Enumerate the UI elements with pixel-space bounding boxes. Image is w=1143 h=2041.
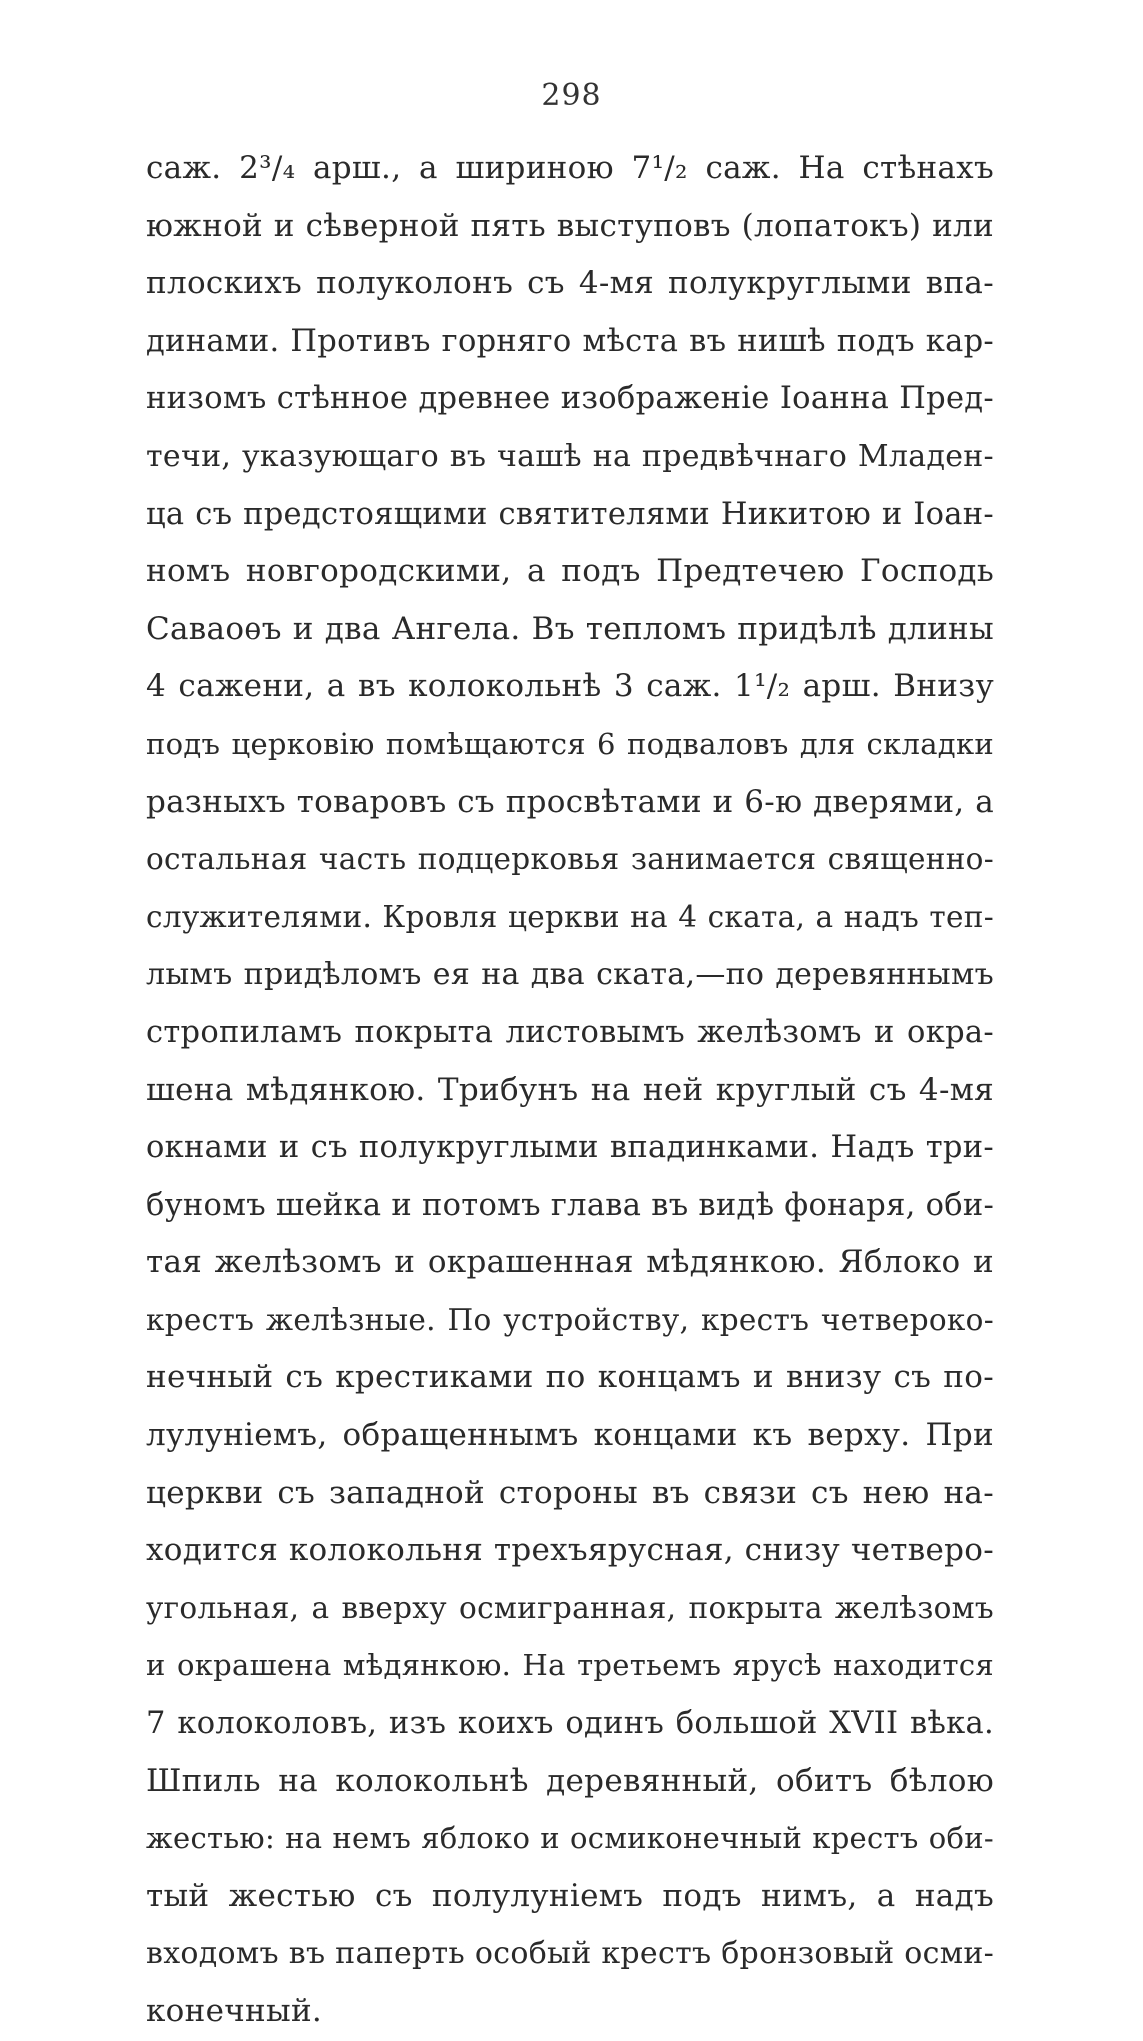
text-line: и окрашена мѣдянкою. На третьемъ ярусѣ находится	[146, 1648, 994, 1683]
text-line: конечный.	[146, 1993, 323, 2029]
text-line: ца съ предстоящими святителями Никитою и Іоан-	[146, 496, 994, 532]
text-line: 4 сажени, а въ колокольнѣ 3 саж. 1¹/₂ арш. Внизу	[146, 668, 994, 705]
text-line: низомъ стѣнное древнее изображеніе Іоанна Пред-	[146, 381, 994, 417]
text-line: церкви съ западной стороны въ связи съ нею на-	[146, 1474, 994, 1511]
text-line: буномъ шейка и потомъ глава въ видѣ фонаря, оби-	[146, 1187, 995, 1223]
text-line: нечный съ крестиками по концамъ и внизу съ по-	[146, 1359, 994, 1396]
text-line: тый жестью съ полулуніемъ подъ нимъ, а надъ	[146, 1877, 994, 1914]
text-line: саж. 2³/₄ арш., а шириною 7¹/₂ саж. На стѣнахъ	[146, 150, 994, 186]
text-line: Шпиль на колокольнѣ деревянный, обитъ бѣлою	[146, 1762, 994, 1799]
text-line: ходится колокольня трехъярусная, снизу четверо-	[146, 1532, 994, 1569]
text-line: течи, указующаго въ чашѣ на предвѣчнаго Младен-	[146, 438, 994, 474]
text-line: 7 колоколовъ, изъ коихъ одинъ большой XVII вѣка.	[146, 1706, 994, 1742]
text-line: лымъ придѣломъ ея на два ската,—по деревяннымъ	[146, 957, 994, 993]
text-line: Саваоѳъ и два Ангела. Въ тепломъ придѣлѣ длины	[146, 610, 994, 647]
text-line: плоскихъ полуколонъ съ 4-мя полукруглыми впа-	[146, 265, 994, 302]
text-line: стропиламъ покрыта листовымъ желѣзомъ и окра-	[146, 1014, 994, 1050]
text-line: остальная часть подцерковья занимается священно-	[146, 842, 994, 877]
text-line: крестъ желѣзные. По устройству, крестъ четвероко-	[146, 1302, 994, 1337]
text-line: входомъ въ паперть особый крестъ бронзовый осми-	[146, 1936, 995, 1972]
text-line: окнами и съ полукруглыми впадинками. Надъ три-	[146, 1130, 994, 1166]
body-text	[146, 140, 994, 2041]
text-line: тая желѣзомъ и окрашенная мѣдянкою. Яблоко и	[146, 1244, 994, 1281]
text-line: подъ церковію помѣщаются 6 подваловъ для складки	[146, 726, 994, 761]
page-number: 298	[541, 78, 602, 113]
text-line: динами. Противъ горняго мѣста въ нишѣ подъ кар-	[146, 323, 994, 359]
text-line: лулуніемъ, обращеннымъ концами къ верху. При	[146, 1417, 994, 1454]
text-line: служителями. Кровля церкви на 4 ската, а надъ теп-	[146, 899, 994, 934]
text-line: угольная, а вверху осмигранная, покрыта желѣзомъ	[146, 1590, 994, 1625]
text-line: южной и сѣверной пять выступовъ (лопатокъ) или	[146, 207, 994, 244]
text-line: шена мѣдянкою. Трибунъ на ней круглый съ 4-мя	[146, 1071, 994, 1108]
text-line: номъ новгородскими, а подъ Предтечею Господь	[146, 553, 994, 590]
text-line: жестью: на немъ яблоко и осмиконечный крестъ оби-	[146, 1821, 994, 1856]
text-line: разныхъ товаровъ съ просвѣтами и 6-ю дверями, а	[146, 783, 994, 820]
